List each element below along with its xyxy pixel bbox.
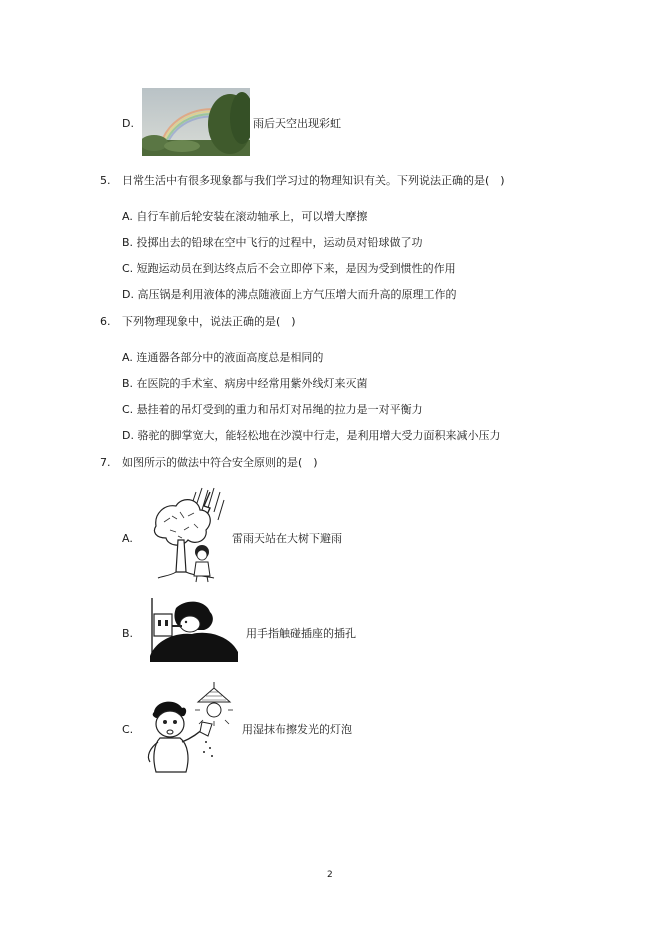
q6-option-a: A. 连通器各部分中的液面高度总是相同的 [122, 351, 324, 364]
q7-stem: 如图所示的做法中符合安全原则的是( ) [122, 456, 318, 469]
q7-option-b-text: 用手指触碰插座的插孔 [246, 627, 356, 640]
q5-number: 5. [100, 174, 111, 187]
finger-socket-illustration [146, 596, 242, 664]
q7-option-c-text: 用湿抹布擦发光的灯泡 [242, 723, 352, 736]
q4-option-d-text: 雨后天空出现彩虹 [253, 117, 341, 130]
q6-option-b: B. 在医院的手术室、病房中经常用紫外线灯来灭菌 [122, 377, 368, 390]
q6-stem: 下列物理现象中，说法正确的是( ) [122, 315, 296, 328]
q5-option-d: D. 高压锅是利用液体的沸点随液面上方气压增大而升高的原理工作的 [122, 288, 457, 301]
q6-option-d: D. 骆驼的脚掌宽大，能轻松地在沙漠中行走，是利用增大受力面积来减小压力 [122, 429, 501, 442]
q6-option-c: C. 悬挂着的吊灯受到的重力和吊灯对吊绳的拉力是一对平衡力 [122, 403, 423, 416]
q5-stem: 日常生活中有很多现象都与我们学习过的物理知识有关。下列说法正确的是( ) [122, 174, 505, 187]
q7-number: 7. [100, 456, 111, 469]
q6-number: 6. [100, 315, 111, 328]
q7-option-b-label: B. [122, 627, 134, 640]
q7-option-a-label: A. [122, 532, 133, 545]
rainbow-photo [142, 88, 250, 156]
thunderstorm-tree-illustration [150, 486, 230, 584]
q7-option-c-label: C. [122, 723, 134, 736]
q5-option-c: C. 短跑运动员在到达终点后不会立即停下来，是因为受到惯性的作用 [122, 262, 456, 275]
q4-option-d-label: D. [122, 117, 134, 130]
wet-cloth-bulb-illustration [140, 682, 238, 774]
q5-option-b: B. 投掷出去的铅球在空中飞行的过程中，运动员对铅球做了功 [122, 236, 423, 249]
q7-option-a-text: 雷雨天站在大树下避雨 [232, 532, 342, 545]
q5-option-a: A. 自行车前后轮安装在滚动轴承上，可以增大摩擦 [122, 210, 368, 223]
page-number: 2 [327, 870, 333, 880]
